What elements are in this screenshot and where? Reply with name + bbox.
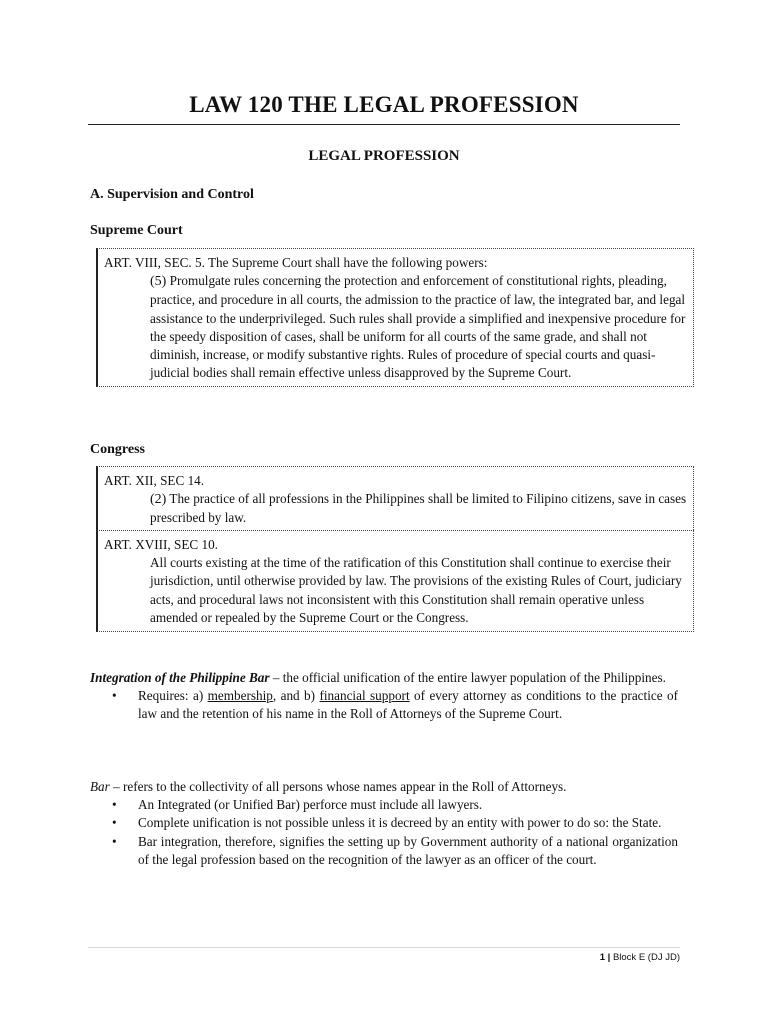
bullet-text: of every attorney as conditions to the practice of law and the retention of his name in the Roll of Attorneys of the Supreme Court. xyxy=(138,688,678,722)
ipb-bullet-list xyxy=(90,687,678,723)
ipb-paragraph xyxy=(90,669,678,724)
article-citation: ART. XVIII, SEC 10. xyxy=(104,537,218,552)
list-item xyxy=(90,814,678,832)
clause-number: (5) xyxy=(150,274,167,290)
underlined-term: membership xyxy=(207,688,273,704)
quote-box-art-xii xyxy=(96,466,694,532)
footer-label: Block E (DJ JD) xyxy=(612,952,680,963)
document-title: LAW 120 THE LEGAL PROFESSION xyxy=(189,92,579,117)
heading-supervision: A. Supervision and Control xyxy=(90,187,254,202)
quote-box-art-xviii xyxy=(96,530,694,632)
term-ipb: Integration of the Philippine Bar xyxy=(90,670,270,685)
term-bar: Bar xyxy=(90,779,110,794)
definition-text: – the official unification of the entire lawyer population of the Philippines. xyxy=(269,670,666,685)
footer-divider xyxy=(88,947,680,948)
heading-supreme-court: Supreme Court xyxy=(90,223,183,238)
clause-text: The practice of all professions in the Philippines shall be limited to Filipino citizens, save in cases prescribed by law. xyxy=(150,491,687,526)
article-text xyxy=(104,272,687,382)
bar-bullet-list xyxy=(90,796,678,869)
heading-congress: Congress xyxy=(90,442,145,457)
bullet-text: , and b) xyxy=(272,688,320,704)
clause-text: Promulgate rules concerning the protection and enforcement of constitutional rights, pleading, practice, and procedure in all courts, the admission to the practice of law, the integrated bar, and legal assistance to the underprivileged. Such rules shall provide a simplified and inexpensive procedure for the speedy disposition of cases, shall be uniform for all courts of the same grade, and shall not diminish, increase, or modify substantive rights. Rules of procedure of special courts and quasi-judicial bodies shall remain effective unless disapproved by the Supreme Court. xyxy=(150,273,686,381)
bullet-icon: • xyxy=(112,815,117,831)
page-footer xyxy=(88,952,680,963)
bullet-icon: • xyxy=(112,797,117,813)
bullet-text: Bar integration, therefore, signifies the setting up by Government authority of a national organization of the legal profession based on the recognition of the lawyer as an officer of the court. xyxy=(138,833,678,867)
bullet-text: Requires: a) xyxy=(138,688,208,704)
clause-number: (2) xyxy=(150,492,167,508)
underlined-term: financial support xyxy=(319,688,410,704)
title-underline xyxy=(88,124,680,125)
footer-separator: | xyxy=(605,952,613,963)
quote-box-art-viii xyxy=(96,248,694,387)
definition-text: – refers to the collectivity of all persons whose names appear in the Roll of Attorneys. xyxy=(109,779,567,794)
article-text xyxy=(104,490,687,527)
list-item xyxy=(90,687,678,723)
list-item xyxy=(90,796,678,814)
bullet-text: An Integrated (or Unified Bar) perforce must include all lawyers. xyxy=(138,797,483,813)
bullet-icon: • xyxy=(112,833,117,849)
list-item xyxy=(90,833,678,869)
ipb-definition xyxy=(90,669,678,687)
bar-paragraph xyxy=(90,778,678,869)
bullet-icon: • xyxy=(112,688,117,704)
article-text: All courts existing at the time of the ratification of this Constitution shall continue to exercise their jurisdiction, until otherwise provided by law. The provisions of the existing Rules of Court, judiciary acts, and procedural laws not inconsistent with this Constitution shall remain operative unless amended or repealed by the Supreme Court or the Congress. xyxy=(150,555,682,625)
section-title: LEGAL PROFESSION xyxy=(308,148,460,164)
bar-definition xyxy=(90,778,678,796)
bullet-text: Complete unification is not possible unless it is decreed by an entity with power to do so: the State. xyxy=(138,815,662,831)
article-citation: ART. XII, SEC 14. xyxy=(104,473,205,488)
article-citation: ART. VIII, SEC. 5. The Supreme Court shall have the following powers: xyxy=(104,255,488,270)
page-number: 1 xyxy=(599,952,606,963)
